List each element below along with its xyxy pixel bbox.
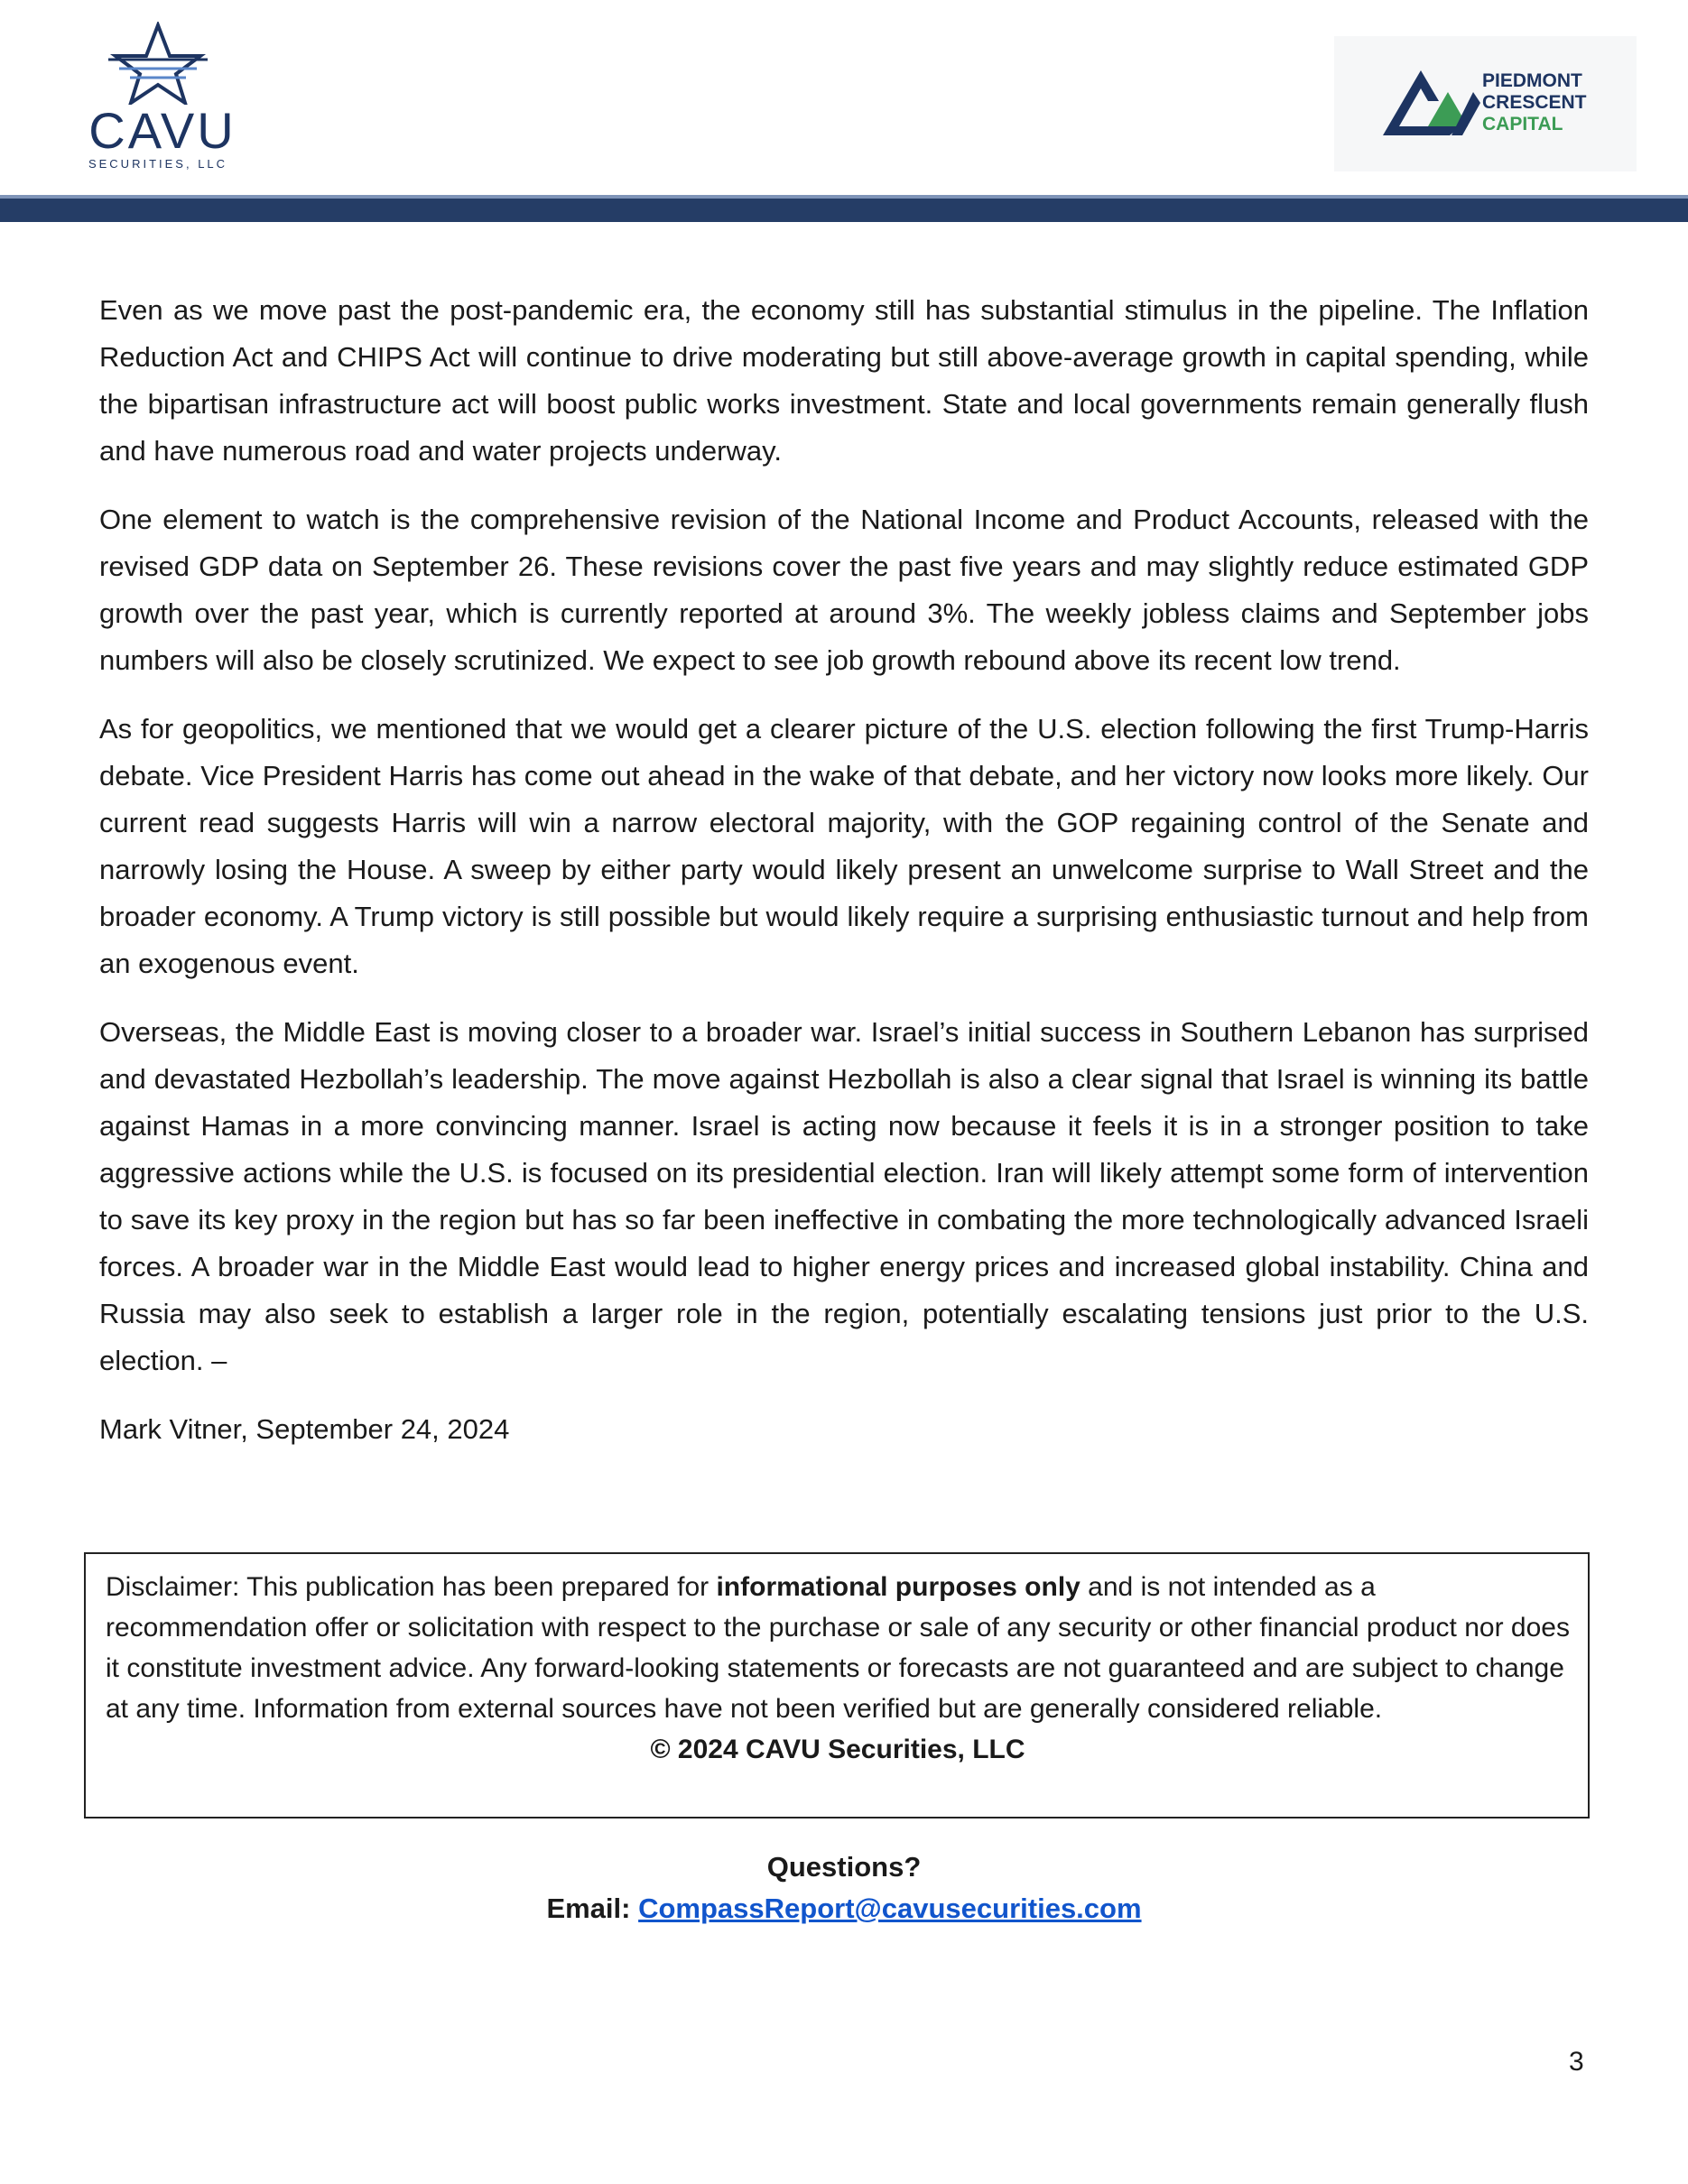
piedmont-logo-line2: CRESCENT <box>1482 92 1587 113</box>
paragraph-4: Overseas, the Middle East is moving closer to a broader war. Israel’s initial success in Southern Lebanon has surprised and devastated Hezbollah’s leadership. The move against Hezbollah is also a clear signal that Israel is winning its battle against Hamas in a more convincing manner. Israel is acting now because it feels it is in a stronger position to take aggressive actions while the U.S. is focused on its presidential election. Iran will likely attempt some form of intervention to save its key proxy in the region but has so far been ineffective in combating the more technologically advanced Israeli forces. A broader war in the Middle East would lead to higher energy prices and increased global instability. China and Russia may also seek to establish a larger role in the region, potentially escalating tensions just prior to the U.S. election. – <box>99 1016 1589 1376</box>
disclaimer-text <box>106 1567 1570 1729</box>
page-number: 3 <box>1569 2047 1584 2077</box>
star-icon <box>72 22 244 105</box>
disclaimer-prefix: Disclaimer: This publication has been prepared for <box>106 1572 717 1602</box>
cavu-logo-subtitle: SECURITIES, LLC <box>88 157 228 171</box>
article-body <box>99 287 1589 1453</box>
email-line <box>0 1888 1688 1930</box>
header-band <box>0 199 1688 222</box>
cavu-logo <box>72 22 244 175</box>
page-header <box>0 0 1688 222</box>
mountain-icon <box>1374 61 1500 152</box>
disclaimer-box <box>84 1552 1590 1818</box>
contact-section <box>0 1846 1688 1930</box>
piedmont-logo-line3: CAPITAL <box>1482 114 1563 134</box>
disclaimer-emphasis: informational purposes only <box>716 1572 1081 1602</box>
email-link[interactable]: CompassReport@cavusecurities.com <box>638 1892 1142 1924</box>
cavu-logo-name: CAVU <box>88 102 237 159</box>
email-label: Email: <box>546 1892 631 1924</box>
disclaimer-suffix: and is not intended as a recommendation offer or solicitation with respect to the purchase or sale of any security or other financial product nor does it constitute investment advice. Any forward-looking statements or forecasts are not guaranteed and are subject to change at any time. Information from external sources have not been verified but are generally considered reliable. <box>106 1572 1570 1724</box>
copyright-notice: © 2024 CAVU Securities, LLC <box>650 1735 1025 1764</box>
questions-heading: Questions? <box>766 1851 922 1883</box>
paragraph-2: One element to watch is the comprehensive revision of the National Income and Product Accounts, released with the revised GDP data on September 26. These revisions cover the past five years and may slightly reduce estimated GDP growth over the past year, which is currently reported at around 3%. The weekly jobless claims and September jobs numbers will also be closely scrutinized. We expect to see job growth rebound above its recent low trend. <box>99 504 1589 676</box>
author-signature: Mark Vitner, September 24, 2024 <box>99 1413 510 1445</box>
piedmont-logo-line1: PIEDMONT <box>1482 70 1582 91</box>
paragraph-3: As for geopolitics, we mentioned that we would get a clearer picture of the U.S. election following the first Trump-Harris debate. Vice President Harris has come out ahead in the wake of that debate, and her victory now looks more likely. Our current read suggests Harris will win a narrow electoral majority, with the GOP regaining control of the Senate and narrowly losing the House. A sweep by either party would likely present an unwelcome surprise to Wall Street and the broader economy. A Trump victory is still possible but would likely require a surprising enthusiastic turnout and help from an exogenous event. <box>99 713 1589 979</box>
paragraph-1: Even as we move past the post-pandemic era, the economy still has substantial stimulus in the pipeline. The Inflation Reduction Act and CHIPS Act will continue to drive moderating but still above-average growth in capital spending, while the bipartisan infrastructure act will boost public works investment. State and local governments remain generally flush and have numerous road and water projects underway. <box>99 294 1589 467</box>
piedmont-crescent-logo <box>1334 36 1637 171</box>
